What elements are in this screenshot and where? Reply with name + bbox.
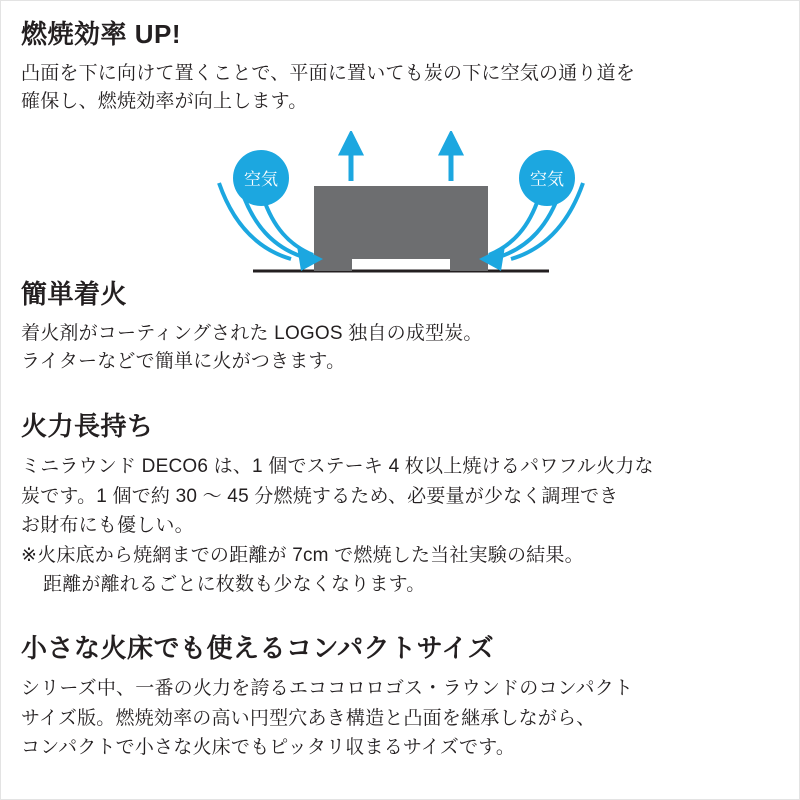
arrow-head <box>342 135 360 153</box>
body-line: 着火剤がコーティングされた LOGOS 独自の成型炭。 <box>21 323 483 345</box>
section-compact-size <box>1 633 800 763</box>
body-line: サイズ版。燃焼効率の高い円型穴あき構造と凸面を継承しながら、 <box>21 707 596 729</box>
body-line-note-indented: 距離が離れるごとに枚数も少なくなります。 <box>43 573 426 595</box>
section-body <box>21 674 800 762</box>
right-air-bubble-label: 空気 <box>530 170 564 189</box>
upward-airflow-arrows <box>342 135 460 181</box>
section-heading: 燃焼効率 UP! <box>21 19 182 49</box>
body-line-note: ※火床底から焼網までの距離が 7cm で燃焼した当社実験の結果。 <box>21 544 584 566</box>
section-heading: 火力長持ち <box>21 411 154 441</box>
section-long-lasting-heat <box>1 411 800 599</box>
arrow-head <box>442 135 460 153</box>
body-line: お財布にも優しい。 <box>21 515 194 537</box>
airflow-diagram-svg <box>1 131 800 281</box>
left-air-bubble-label: 空気 <box>244 170 278 189</box>
section-body <box>21 452 800 599</box>
body-line: 確保し、燃焼効率が向上します。 <box>21 90 308 112</box>
body-line: シリーズ中、一番の火力を誇るエココロロゴス・ラウンドのコンパクト <box>21 678 634 700</box>
section-easy-ignition <box>1 279 800 375</box>
section-body <box>21 320 800 375</box>
airflow-curve <box>263 197 313 255</box>
section-heading: 小さな火床でも使えるコンパクトサイズ <box>21 633 495 663</box>
airflow-diagram <box>1 131 800 281</box>
section-body <box>21 60 800 115</box>
body-line: 凸面を下に向けて置くことで、平面に置いても炭の下に空気の通り道を <box>21 63 636 85</box>
charcoal-block <box>314 186 488 271</box>
airflow-curve <box>489 197 539 255</box>
section-combustion-efficiency <box>1 19 800 115</box>
section-heading: 簡単着火 <box>21 279 128 309</box>
body-line: ライターなどで簡単に火がつきます。 <box>21 350 346 372</box>
body-line: コンパクトで小さな火床でもピッタリ収まるサイズです。 <box>21 737 516 759</box>
body-line: 炭です。1 個で約 30 〜 45 分燃焼するため、必要量が少なく調理でき <box>21 485 619 507</box>
body-line: ミニラウンド DECO6 は、1 個でステーキ 4 枚以上焼けるパワフル火力な <box>21 456 654 478</box>
